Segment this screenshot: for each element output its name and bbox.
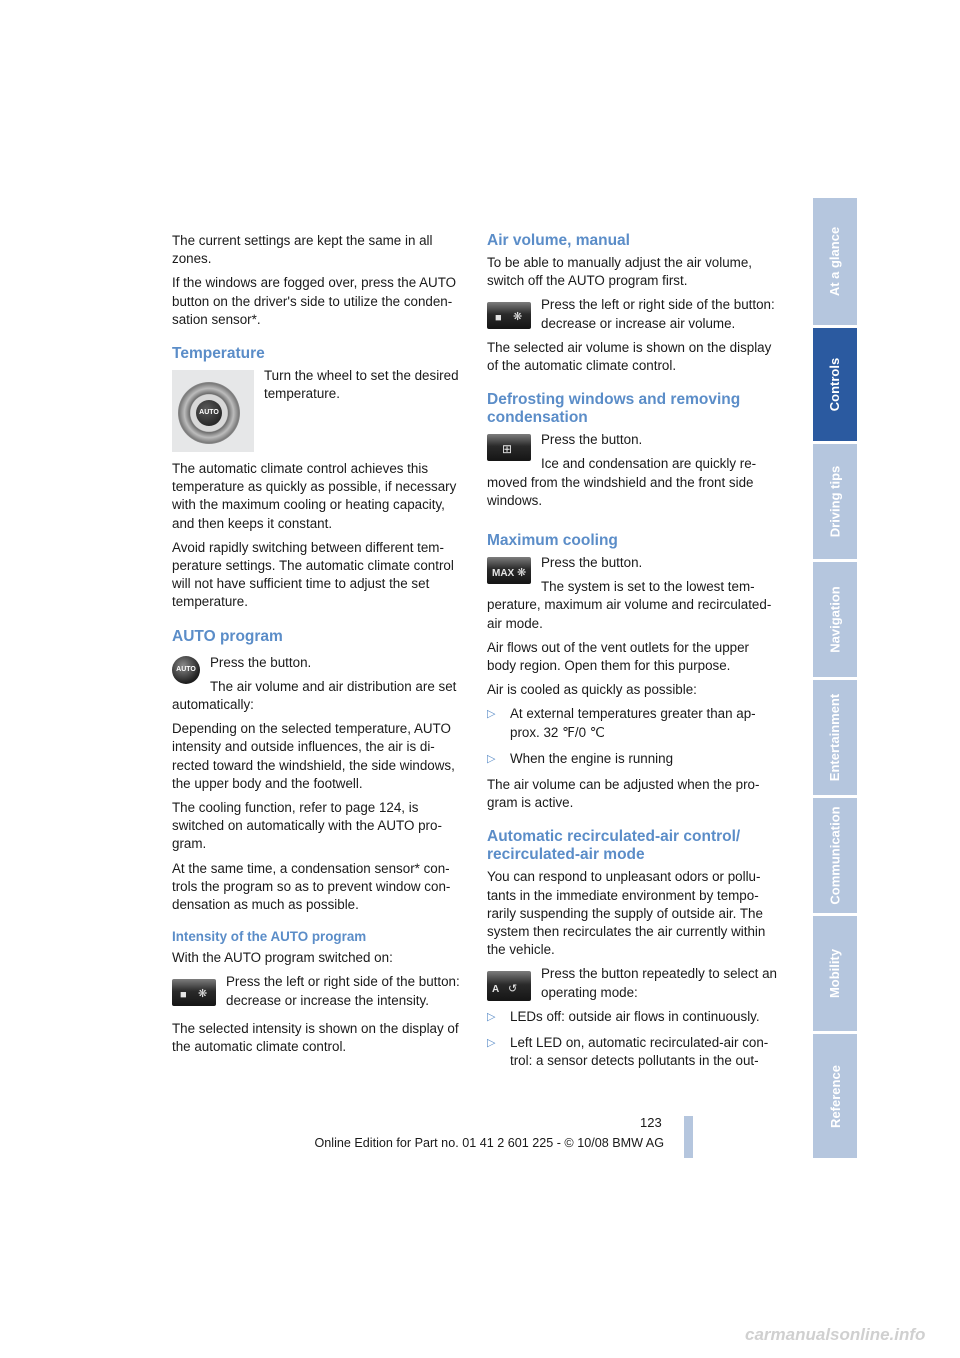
paragraph: Press the button repeatedly to select an operating mode: <box>541 966 777 1000</box>
footer-text: Online Edition for Part no. 01 41 2 601 225 - © 10/08 BMW AG <box>314 1136 664 1150</box>
paragraph: At the same time, a condensation sensor* con-trols the program so as to prevent window con-densation as much as possible. <box>172 860 451 913</box>
list-item <box>487 1034 781 1070</box>
tab-driving-tips[interactable] <box>813 444 857 559</box>
auto-button-icon <box>172 656 200 684</box>
max-label: MAX <box>492 568 515 580</box>
page-number-bar <box>684 1116 693 1158</box>
bullet-triangle-icon: ▷ <box>487 708 496 721</box>
recirculation-button-icon: A ↺ <box>487 971 531 1001</box>
paragraph: Air flows out of the vent outlets for the upper body region. Open them for this purpose. <box>487 639 750 674</box>
tab-label: Navigation <box>827 586 843 653</box>
paragraph: Ice and condensation are quickly re-moved from the windshield and the front side windows. <box>487 456 757 508</box>
paragraph: If the windows are fogged over, press the AUTO button on the driver's side to utilize the conden-sation sensor*. <box>172 275 457 327</box>
paragraph: Press the button. <box>541 432 643 448</box>
list-item <box>487 750 781 768</box>
paragraph: Press the left or right side of the button: decrease or increase the intensity. <box>226 974 460 1008</box>
tab-label: At a glance <box>827 226 843 297</box>
list-item-text: When the engine is running <box>510 750 674 766</box>
fan-button-icon: ■ ❋ <box>172 979 216 1006</box>
tab-label: Controls <box>827 357 843 412</box>
bullet-triangle-icon: ▷ <box>487 1010 496 1023</box>
paragraph: The system is set to the lowest tem-perature, maximum air volume and recirculated-air mode. <box>487 579 772 631</box>
paragraph: Avoid rapidly switching between different tem-perature settings. The automatic climate control will not have sufficient time to adjust the set temperature. <box>172 539 454 610</box>
tab-label: Mobility <box>827 948 843 999</box>
paragraph: You can respond to unpleasant odors or pollu-tants in the immediate environment by tempo-rarily suspending the supply of outside air. The system then recirculates the air currently within the vehicle. <box>487 869 766 958</box>
auto-wheel-icon <box>172 370 254 452</box>
tab-label: Entertainment <box>827 693 843 782</box>
tab-label: Communication <box>827 806 843 905</box>
paragraph: Depending on the selected temperature, AUTO intensity and outside influences, the air is di-rected toward the windshield, the side windows, the upper body and the footwell. <box>172 721 455 791</box>
tab-reference[interactable] <box>813 1034 857 1158</box>
list-item <box>487 1008 781 1026</box>
tab-label: Reference <box>827 1064 843 1128</box>
list-item-text: At external temperatures greater than ap-prox. 32 ℉/0 ℃ <box>510 706 756 740</box>
paragraph: Turn the wheel to set the desired temperature. <box>264 368 459 402</box>
left-column <box>172 232 466 1062</box>
section-heading-recirculation: Automatic recirculated-air control/ recirculated-air mode <box>487 828 741 864</box>
bullet-triangle-icon: ▷ <box>487 1037 496 1050</box>
a-label: A <box>492 984 500 996</box>
tab-label: Driving tips <box>827 465 843 538</box>
fan-button-icon: ■ ❋ <box>487 302 531 329</box>
tab-communication[interactable] <box>813 798 857 913</box>
paragraph: The air volume and air distribution are set automatically: <box>172 678 457 713</box>
paragraph: The selected air volume is shown on the display of the automatic climate control. <box>487 339 772 374</box>
auto-cap-label: AUTO <box>196 400 222 426</box>
paragraph: The selected intensity is shown on the display of the automatic climate control. <box>172 1020 459 1055</box>
list-item-text: Left LED on, automatic recirculated-air con-trol: a sensor detects pollutants in the out- <box>510 1035 769 1069</box>
paragraph: To be able to manually adjust the air volume, switch off the AUTO program first. <box>487 255 752 289</box>
tab-mobility[interactable] <box>813 916 857 1031</box>
section-heading-auto-program: AUTO program <box>172 627 283 645</box>
tab-at-a-glance[interactable] <box>813 198 857 325</box>
paragraph: The current settings are kept the same in all zones. <box>172 233 433 267</box>
section-heading-maximum-cooling: Maximum cooling <box>487 532 618 550</box>
paragraph: Press the button. <box>210 654 312 670</box>
subsection-heading-intensity: Intensity of the AUTO program <box>172 929 367 945</box>
paragraph: Air is cooled as quickly as possible: <box>487 682 697 698</box>
paragraph: With the AUTO program switched on: <box>172 950 393 966</box>
list-item-text: LEDs off: outside air flows in continuously. <box>510 1008 760 1024</box>
paragraph: The cooling function, refer to page 124, is switched on automatically with the AUTO pro-gram. <box>172 800 442 852</box>
list-item <box>487 705 781 741</box>
paragraph: The automatic climate control achieves this temperature as quickly as possible, if necessary with the maximum cooling or heating capacity, and then keeps it constant. <box>172 461 457 531</box>
paragraph: Press the left or right side of the button: decrease or increase air volume. <box>541 297 775 331</box>
tab-entertainment[interactable] <box>813 680 857 795</box>
defrost-button-icon: ⊞ <box>487 434 531 461</box>
page-number: 123 <box>640 1115 662 1130</box>
section-heading-air-volume: Air volume, manual <box>487 232 630 249</box>
watermark: carmanualsonline.info <box>745 1325 926 1344</box>
right-column <box>487 232 781 1079</box>
section-heading-temperature: Temperature <box>172 345 265 363</box>
section-heading-defrosting: Defrosting windows and removing condensation <box>487 391 741 427</box>
tab-controls[interactable] <box>813 328 857 441</box>
tab-navigation[interactable] <box>813 562 857 677</box>
auto-button-label: AUTO <box>176 665 196 673</box>
max-cooling-button-icon: MAX ❋ <box>487 557 531 584</box>
bullet-triangle-icon: ▷ <box>487 752 496 765</box>
paragraph: The air volume can be adjusted when the pro-gram is active. <box>487 777 760 811</box>
paragraph: Press the button. <box>541 555 643 571</box>
